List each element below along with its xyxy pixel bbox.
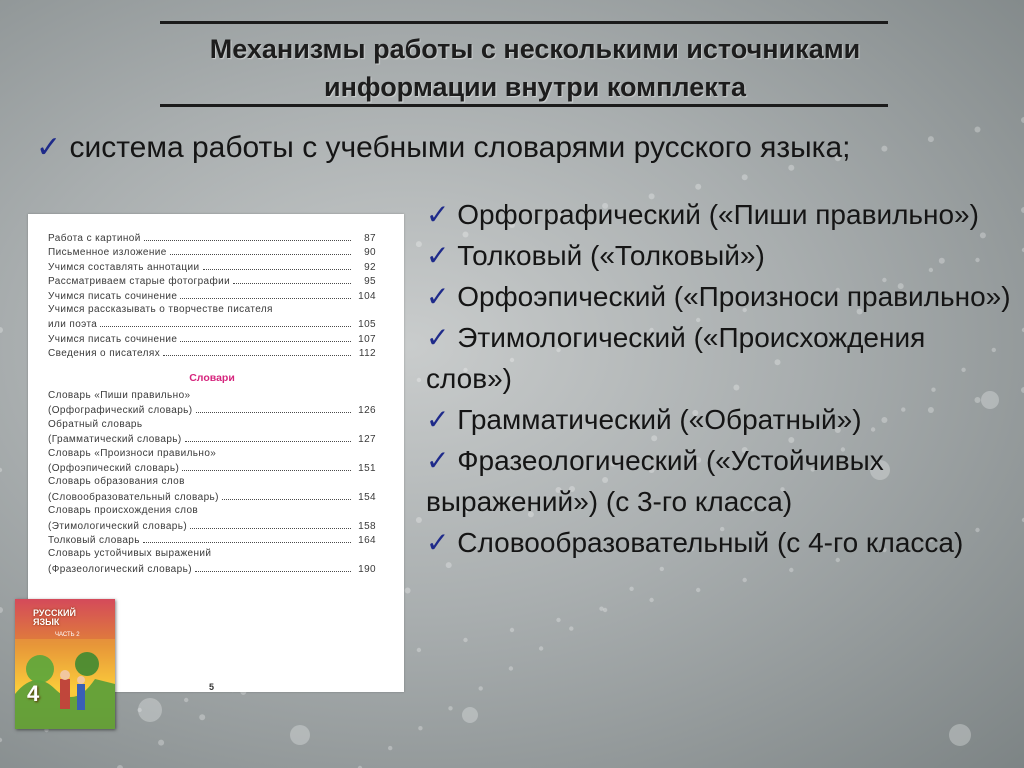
- background-dot: [743, 578, 747, 582]
- contents-row-page: 154: [358, 491, 376, 503]
- cover-title: [33, 609, 113, 627]
- dictionary-item: [426, 440, 1016, 522]
- slide-title-line-1: Механизмы работы с несколькими источниками: [209, 34, 861, 64]
- contents-row-title: Словарь происхождения слов: [48, 505, 199, 517]
- contents-row-leader: [100, 318, 351, 327]
- contents-row-leader: [144, 232, 351, 241]
- contents-row-page: 126: [358, 405, 376, 417]
- contents-row-title: Словарь образования слов: [48, 476, 185, 488]
- contents-row: [48, 333, 376, 347]
- contents-row: [48, 419, 376, 433]
- background-dot: [158, 740, 164, 746]
- contents-row-page: 104: [358, 290, 376, 302]
- contents-row-leader: [222, 491, 351, 500]
- contents-row-title: Обратный словарь: [48, 418, 143, 430]
- background-dot: [742, 174, 748, 180]
- background-dot: [509, 666, 513, 670]
- dictionary-item-text: Орфоэпический («Произноси правильно»): [457, 281, 1011, 312]
- dictionary-list: [426, 194, 1016, 563]
- contents-row-page: 151: [358, 463, 376, 474]
- background-dot: [0, 468, 2, 472]
- dictionary-item: [426, 194, 1016, 235]
- background-dot: [405, 588, 411, 594]
- background-dot: [0, 327, 3, 333]
- page-number: 5: [209, 682, 215, 692]
- contents-row-leader: [143, 534, 351, 543]
- contents-row-title: Учимся писать сочинение: [48, 333, 178, 345]
- contents-row: [48, 534, 376, 548]
- contents-row-page: 87: [364, 233, 376, 244]
- checkmark-icon: ✓: [426, 445, 450, 476]
- contents-row-leader: [185, 433, 351, 442]
- background-dot: [928, 136, 934, 142]
- background-dot: [975, 127, 981, 133]
- background-dot: [0, 738, 2, 742]
- contents-row: [48, 275, 376, 289]
- background-dot: [479, 686, 483, 690]
- contents-row: [48, 232, 376, 246]
- background-bubble: [290, 725, 310, 745]
- background-dot: [0, 607, 3, 613]
- dictionary-item-text: Фразеологический («Устойчивых выражений») (с 3-го класса): [426, 445, 884, 517]
- contents-row-leader: [196, 404, 351, 413]
- contents-row-leader: [163, 347, 351, 356]
- contents-row-title: (Этимологический словарь): [48, 520, 188, 532]
- contents-row-title: Работа с картиной: [48, 233, 141, 244]
- background-bubble: [462, 707, 478, 723]
- contents-row-leader: [182, 462, 351, 471]
- contents-row-leader: [190, 520, 351, 529]
- contents-row-title: (Орфоэпический словарь): [48, 463, 180, 474]
- contents-row: [48, 290, 376, 304]
- background-dot: [788, 165, 794, 171]
- contents-row-title: (Словообразовательный словарь): [48, 491, 219, 503]
- contents-row: [48, 505, 376, 519]
- background-dot: [184, 698, 188, 702]
- background-dot: [539, 646, 543, 650]
- contents-row: [48, 448, 376, 462]
- contents-row-title: Учимся составлять аннотации: [48, 261, 200, 273]
- background-dot: [446, 562, 452, 568]
- slide-title: [95, 30, 975, 106]
- contents-row-title: Словарь «Пиши правильно»: [48, 390, 191, 401]
- contents-row-page: 112: [358, 348, 376, 360]
- background-bubble: [949, 724, 971, 746]
- contents-row-page: 105: [358, 319, 376, 331]
- checkmark-icon: ✓: [426, 240, 450, 271]
- background-dot: [463, 638, 467, 642]
- dictionary-item-text: Орфографический («Пиши правильно»): [457, 199, 979, 230]
- contents-row-leader: [170, 246, 351, 255]
- background-dot: [416, 241, 422, 247]
- contents-row-title: Толковый словарь: [48, 535, 140, 546]
- contents-row-page: 158: [358, 520, 376, 532]
- contents-row-page: 107: [358, 333, 376, 345]
- contents-row-page: 164: [358, 535, 376, 546]
- contents-section-heading: Словари: [189, 372, 235, 384]
- background-dot: [789, 568, 793, 572]
- title-bottom-rule: [160, 104, 888, 107]
- contents-row-title: Рассматриваем старые фотографии: [48, 276, 231, 288]
- contents-row-title: (Орфографический словарь): [48, 405, 193, 417]
- slide-title-line-2: информации внутри комплекта: [324, 72, 746, 102]
- dictionary-item-text: Этимологический («Происхождения слов»): [426, 322, 926, 394]
- textbook-cover: [15, 599, 115, 729]
- contents-row-leader: [203, 261, 352, 270]
- contents-row: [48, 246, 376, 260]
- contents-row: [48, 476, 376, 490]
- contents-row: [48, 491, 376, 505]
- checkmark-icon: ✓: [426, 281, 450, 312]
- contents-row-title: Учимся рассказывать о творчестве писателя: [48, 304, 273, 315]
- background-dot: [599, 607, 603, 611]
- contents-row: [48, 563, 376, 577]
- contents-row-title: Учимся писать сочинение: [48, 290, 178, 302]
- contents-row-page: 95: [364, 276, 376, 288]
- checkmark-icon: ✓: [426, 527, 450, 558]
- background-dot: [660, 567, 664, 571]
- contents-row-title: (Грамматический словарь): [48, 434, 182, 446]
- contents-row-title: Словарь устойчивых выражений: [48, 548, 212, 560]
- background-dot: [649, 598, 653, 602]
- checkmark-icon: ✓: [426, 322, 450, 353]
- cover-part-label: ЧАСТЬ 2: [55, 632, 80, 638]
- cover-title-line-2: ЯЗЫК: [33, 617, 60, 627]
- dictionary-item-text: Толковый («Толковый»): [457, 240, 765, 271]
- contents-row: [48, 261, 376, 275]
- background-dot: [696, 588, 700, 592]
- main-bullet-text: система работы с учебными словарями русского языка;: [69, 131, 851, 164]
- contents-row-title: Письменное изложение: [48, 247, 167, 259]
- contents-row-title: Словарь «Произноси правильно»: [48, 447, 217, 459]
- background-dot: [629, 587, 633, 591]
- contents-row: [48, 548, 376, 562]
- dictionary-item: [426, 317, 1016, 399]
- contents-row: [48, 347, 376, 361]
- checkmark-icon: ✓: [36, 131, 62, 164]
- contents-row: [48, 304, 376, 318]
- contents-row-leader: [233, 275, 351, 284]
- contents-row-page: 190: [358, 563, 376, 575]
- background-dot: [199, 714, 205, 720]
- checkmark-icon: ✓: [426, 404, 450, 435]
- dictionary-item: [426, 276, 1016, 317]
- cover-grade-number: 4: [27, 681, 40, 706]
- dictionary-item: [426, 522, 1016, 563]
- background-dot: [416, 517, 422, 523]
- contents-row: [48, 404, 376, 418]
- checkmark-icon: ✓: [426, 199, 450, 230]
- main-bullet: [36, 130, 850, 165]
- dictionary-item: [426, 235, 1016, 276]
- contents-row-leader: [195, 563, 351, 572]
- contents-row-leader: [180, 290, 351, 299]
- background-dot: [695, 184, 701, 190]
- contents-row-page: 127: [358, 434, 376, 446]
- contents-row-page: 92: [364, 261, 376, 273]
- contents-row: [48, 390, 376, 404]
- contents-row: [48, 433, 376, 447]
- contents-row: [48, 520, 376, 534]
- dictionary-item-text: Словообразовательный (с 4-го класса): [457, 527, 964, 558]
- contents-row: [48, 462, 376, 476]
- contents-row: [48, 318, 376, 332]
- background-dot: [881, 146, 887, 152]
- cover-title-line-1: РУССКИЙ: [33, 608, 76, 618]
- background-bubble: [138, 698, 162, 722]
- background-dot: [417, 648, 421, 652]
- background-dot: [417, 378, 421, 382]
- contents-row-title: или поэта: [48, 319, 98, 331]
- contents-row-page: 90: [364, 247, 376, 259]
- contents-row-title: Сведения о писателях: [48, 348, 161, 360]
- background-dot: [510, 628, 514, 632]
- contents-row-title: (Фразеологический словарь): [48, 563, 192, 575]
- background-dot: [388, 746, 392, 750]
- title-top-rule: [160, 21, 888, 24]
- background-dot: [569, 626, 573, 630]
- background-dot: [448, 706, 452, 710]
- background-dot: [418, 726, 422, 730]
- dictionary-item-text: Грамматический («Обратный»): [457, 404, 862, 435]
- background-dot: [556, 618, 560, 622]
- dictionary-item: [426, 399, 1016, 440]
- contents-row-leader: [180, 333, 351, 342]
